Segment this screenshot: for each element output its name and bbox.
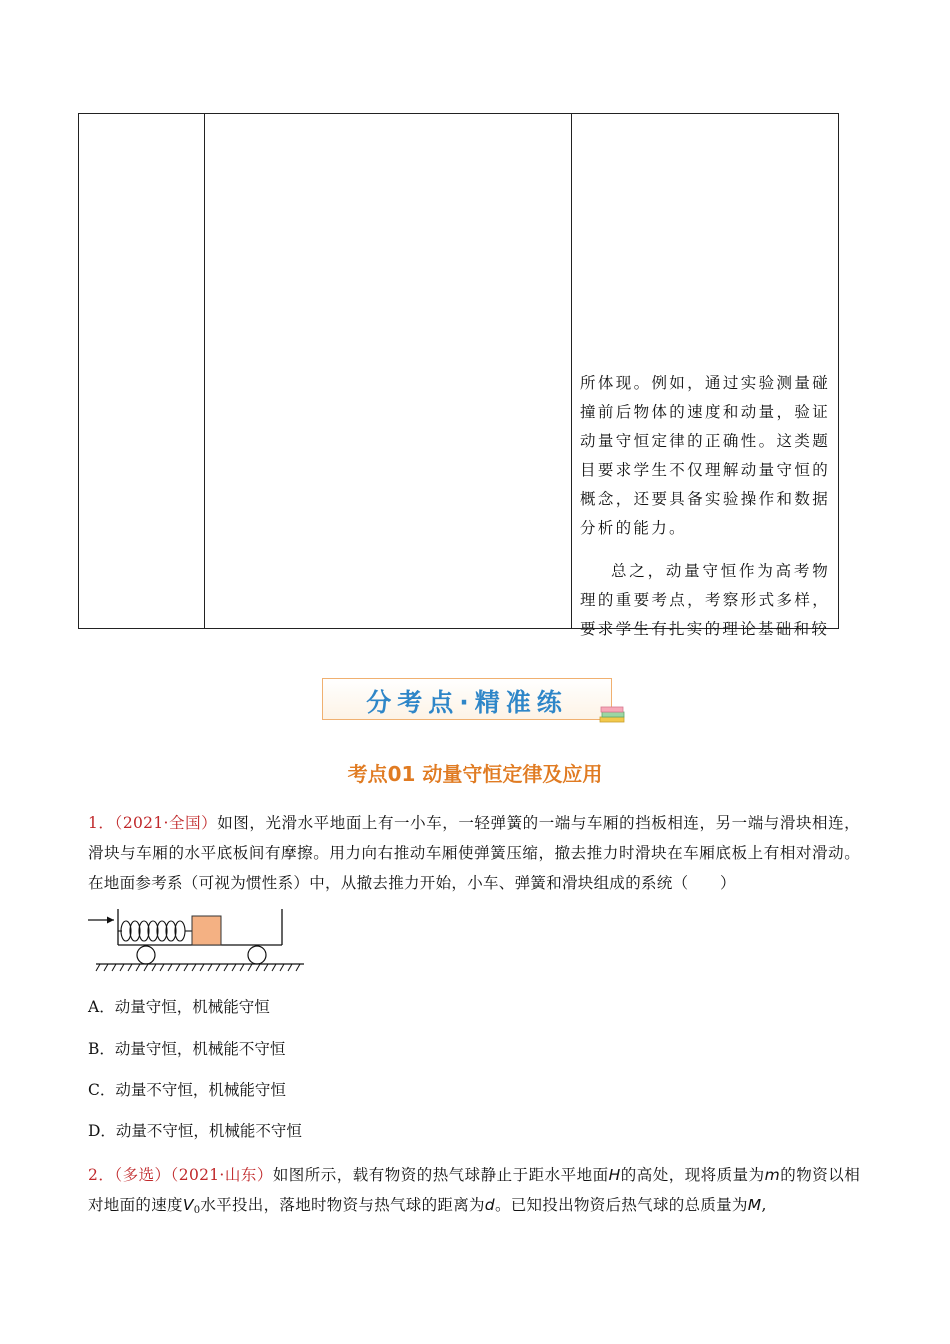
question-tag: （多选） [114, 1166, 171, 1184]
question-text: 的物资以相对地面的速度 [88, 1166, 860, 1214]
question-text: 的高处，现将质量为 [620, 1166, 765, 1184]
variable-v: V [182, 1196, 194, 1214]
question-source: （2021·全国） [114, 814, 218, 832]
content-table [78, 113, 839, 638]
question-text: 水平投出，落地时物资与热气球的距离为 [200, 1196, 485, 1214]
question-number: 1． [88, 814, 115, 832]
variable-big-m: M [747, 1196, 762, 1214]
question-number: 2． [88, 1166, 115, 1184]
table-column-2 [204, 114, 572, 628]
cart-spring-figure [86, 905, 308, 973]
books-icon [598, 705, 628, 725]
table-column-1 [79, 114, 205, 628]
variable-h: H [608, 1166, 621, 1184]
question-stem: 如图，光滑水平地面上有一小车，一轻弹簧的一端与车厢的挡板相连，另一端与滑块相连，滑块与车厢的水平底板间有摩擦。用力向右推动车厢使弹簧压缩，撤去推力时滑块在车厢底板上有相对滑动。在地面参考系（可视为惯性系）中，从撤去推力开始，小车、弹簧和滑块组成的系统（ ） [88, 814, 860, 892]
table-column-3 [571, 114, 838, 638]
variable-d: d [484, 1196, 495, 1214]
question-1 [88, 808, 860, 898]
section-title: 考点01 动量守恒定律及应用 [347, 762, 603, 786]
option-d: D．动量不守恒，机械能不守恒 [88, 1122, 302, 1140]
question-text: 。已知投出物资后热气球的总质量为 [494, 1196, 748, 1214]
option-c: C．动量不守恒，机械能守恒 [88, 1081, 286, 1099]
question-2 [88, 1160, 860, 1226]
cell-paragraph-1: 所体现。例如，通过实验测量碰撞前后物体的速度和动量，验证动量守恒定律的正确性。这类题目要求学生不仅理解动量守恒的概念，还要具备实验操作和数据分析的能力。 [580, 374, 830, 537]
option-a: A．动量守恒，机械能守恒 [88, 998, 270, 1016]
option-b: B．动量守恒，机械能不守恒 [88, 1040, 286, 1058]
cell-paragraph-2: 总之，动量守恒作为高考物理的重要考点，考察形式多样，要求学生有扎实的理论基础和较 [580, 562, 830, 638]
variable-v-subscript: 0 [193, 1205, 201, 1216]
question-text: , [761, 1196, 767, 1214]
section-banner [322, 678, 612, 720]
question-source: （2021·山东） [170, 1166, 273, 1184]
variable-m: m [764, 1166, 781, 1184]
banner-text: 分考点·精准练 [366, 688, 568, 717]
question-text: 如图所示，载有物资的热气球静止于距水平地面 [272, 1166, 609, 1184]
